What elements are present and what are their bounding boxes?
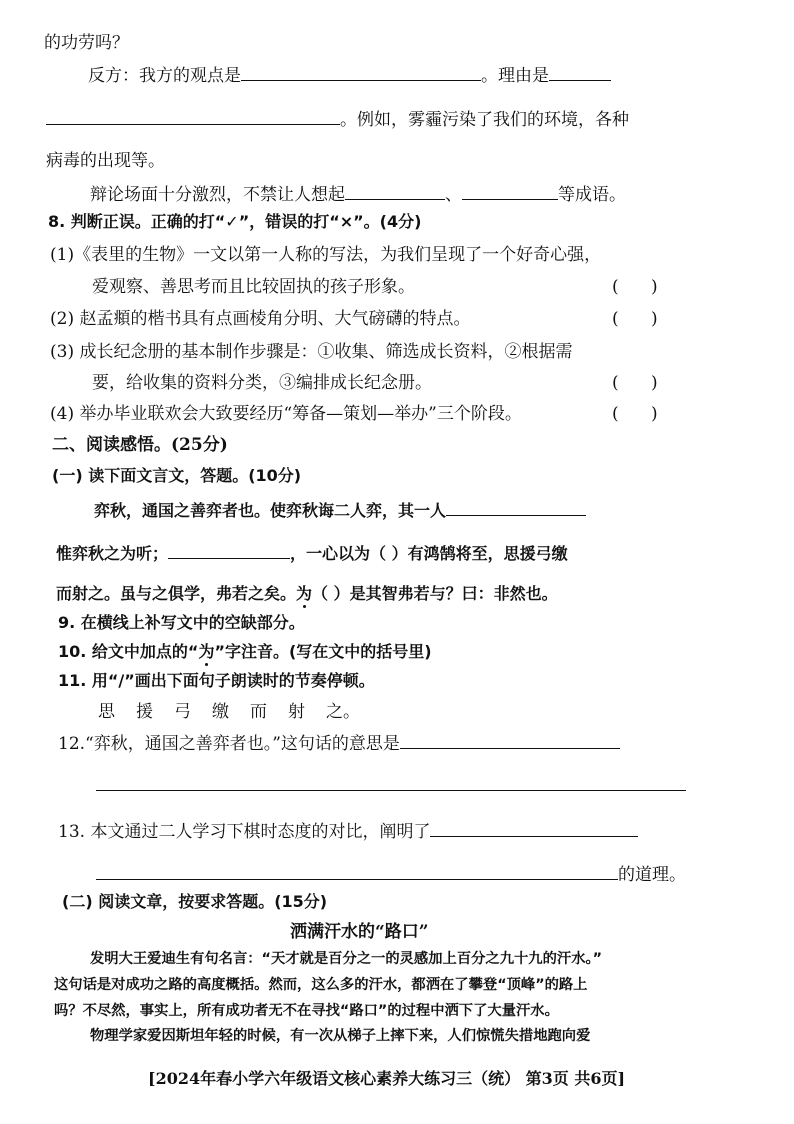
answer-blank[interactable] xyxy=(96,772,686,791)
text-segment: （ ）是其智弗若与？曰：非然也。 xyxy=(312,584,558,603)
text-segment: 13. 本文通过二人学习下棋时态度的对比，阐明了 xyxy=(58,822,431,842)
answer-parenthesis[interactable]: ( ) xyxy=(612,404,658,424)
text-segment: 等成语。 xyxy=(558,185,626,205)
question-11: 11. 用“/”画出下面句子朗读时的节奏停顿。 xyxy=(58,671,375,690)
classical-text-line xyxy=(94,497,586,522)
q8-item-3: (3) 成长纪念册的基本制作步骤是：①收集、筛选成长资料，②根据需 xyxy=(50,342,573,362)
text-segment: 12.“弈秋，通国之善弈者也。”这句话的意思是 xyxy=(58,734,400,754)
text-segment: ”字注音。(写在文中的括号里) xyxy=(214,642,432,661)
answer-blank[interactable] xyxy=(446,497,586,516)
rhythm-char: 射 xyxy=(288,702,305,722)
answer-blank[interactable] xyxy=(46,106,340,125)
question-12 xyxy=(58,730,620,755)
article-paragraph-line: 吗？不尽然，事实上，所有成功者无不在寻找“路口”的过程中洒下了大量汗水。 xyxy=(54,1003,559,1019)
answer-blank[interactable] xyxy=(241,62,481,81)
answer-blank[interactable] xyxy=(96,861,618,880)
text-segment: ，一心以为（ ）有鸿鹄将至，思援弓缴 xyxy=(290,544,568,563)
answer-line-row xyxy=(96,861,686,886)
dotted-character: 为 xyxy=(296,584,313,603)
q8-item-4: (4) 举办毕业联欢会大致要经历“筹备—策划—举办”三个阶段。 xyxy=(50,404,522,424)
section-2-title: 二、阅读感悟。(25分) xyxy=(52,435,228,455)
answer-blank[interactable] xyxy=(345,181,445,200)
question-8-title: 8. 判断正误。正确的打“✓”，错误的打“×”。(4分) xyxy=(48,212,422,231)
text-segment: 弈秋，通国之善弈者也。使弈秋诲二人弈，其一人 xyxy=(94,501,447,520)
text-segment: 惟弈秋之为听； xyxy=(56,544,169,563)
q8-item-2: (2) 赵孟頫的楷书具有点画棱角分明、大气磅礴的特点。 xyxy=(50,309,471,329)
rhythm-char: 之。 xyxy=(326,702,360,722)
text-line xyxy=(88,62,611,87)
part-1-title: (一) 读下面文言文，答题。(10分) xyxy=(52,466,302,485)
classical-text-line xyxy=(56,540,568,565)
article-paragraph-line: 物理学家爱因斯坦年轻的时候，有一次从梯子上摔下来，人们惊慌失措地跑向爱 xyxy=(90,1028,591,1044)
question-13 xyxy=(58,818,638,843)
rhythm-char: 思 xyxy=(98,702,115,722)
classical-text-line xyxy=(56,583,558,605)
answer-blank[interactable] xyxy=(462,181,558,200)
text-line: 病毒的出现等。 xyxy=(46,151,165,171)
question-9: 9. 在横线上补写文中的空缺部分。 xyxy=(58,613,305,632)
text-segment: 。理由是 xyxy=(481,66,549,86)
answer-blank[interactable] xyxy=(400,730,620,749)
rhythm-char: 缴 xyxy=(212,702,229,722)
text-line xyxy=(90,181,626,206)
answer-blank[interactable] xyxy=(430,818,638,837)
answer-blank[interactable] xyxy=(549,62,611,81)
answer-blank[interactable] xyxy=(168,540,290,559)
article-paragraph-line: 这句话是对成功之路的高度概括。然而，这么多的汗水，都洒在了攀登“顶峰”的路上 xyxy=(54,977,588,993)
text-segment: 。例如，雾霾污染了我们的环境，各种 xyxy=(340,110,629,130)
dotted-character: 为 xyxy=(198,642,215,661)
q8-item-1-cont: 爱观察、善思考而且比较固执的孩子形象。 xyxy=(92,277,415,297)
text-segment: 而射之。虽与之俱学，弗若之矣。 xyxy=(56,584,297,603)
rhythm-char: 弓 xyxy=(174,702,191,722)
text-segment: 、 xyxy=(445,185,462,205)
rhythm-char: 而 xyxy=(250,702,267,722)
text-line: 的功劳吗？ xyxy=(44,33,129,53)
part-2-title: (二) 阅读文章，按要求答题。(15分) xyxy=(62,892,328,911)
answer-line-row xyxy=(96,772,686,797)
question-10 xyxy=(58,641,432,663)
text-segment: 的道理。 xyxy=(618,865,686,885)
article-paragraph-line: 发明大王爱迪生有句名言：“天才就是百分之一的灵感加上百分之九十九的汗水。” xyxy=(90,951,603,967)
text-segment: 辩论场面十分激烈，不禁让人想起 xyxy=(90,185,345,205)
answer-parenthesis[interactable]: ( ) xyxy=(612,309,658,329)
q8-item-3-cont: 要，给收集的资料分类，③编排成长纪念册。 xyxy=(92,373,432,393)
answer-parenthesis[interactable]: ( ) xyxy=(612,373,658,393)
rhythm-char: 援 xyxy=(136,702,153,722)
text-segment: 反方：我方的观点是 xyxy=(88,66,241,86)
answer-parenthesis[interactable]: ( ) xyxy=(612,277,658,297)
text-segment: 10. 给文中加点的“ xyxy=(58,642,199,661)
article-title: 洒满汗水的“路口” xyxy=(290,922,429,942)
rhythm-sentence xyxy=(98,701,364,723)
page-footer: [2024年春小学六年级语文核心素养大练习三（统） 第3页 共6页] xyxy=(148,1069,626,1088)
q8-item-1: (1)《表里的生物》一文以第一人称的写法，为我们呈现了一个好奇心强， xyxy=(50,245,602,265)
text-line xyxy=(46,106,629,131)
